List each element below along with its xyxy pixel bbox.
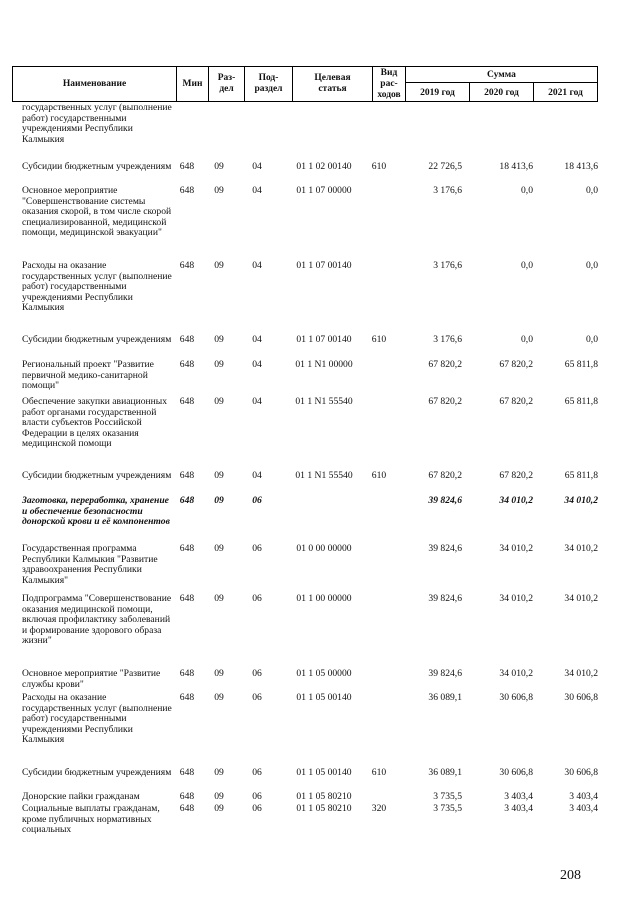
- cell-min: 648: [179, 593, 195, 604]
- cell-y1: 36 089,1: [428, 692, 462, 703]
- cell-razd: 09: [214, 470, 224, 481]
- cell-name: Донорские пайки гражданам: [22, 791, 140, 802]
- cell-min: 648: [179, 396, 195, 407]
- cell-cel: 01 1 02 00140: [296, 161, 352, 172]
- cell-vid: 610: [371, 767, 387, 778]
- cell-cel: 01 1 07 00140: [296, 334, 352, 345]
- cell-min: 648: [179, 767, 195, 778]
- header-podr: Под- раздел: [244, 67, 292, 101]
- cell-y3: 65 811,8: [564, 470, 598, 481]
- cell-y2: 3 403,4: [504, 803, 533, 814]
- header-vid: Вид рас- ходов: [372, 67, 405, 101]
- cell-podr: 04: [252, 185, 262, 196]
- cell-y2: 34 010,2: [499, 668, 533, 679]
- header-sum: Сумма: [405, 67, 597, 83]
- header-name: Наименование: [62, 78, 127, 89]
- cell-min: 648: [179, 803, 195, 814]
- cell-podr: 04: [252, 396, 262, 407]
- cell-y2: 3 403,4: [504, 791, 533, 802]
- cell-podr: 04: [252, 470, 262, 481]
- cell-y1: 39 824,6: [428, 593, 462, 604]
- cell-vid: 610: [371, 470, 387, 481]
- cell-podr: 06: [252, 692, 262, 703]
- cell-cel: 01 1 N1 00000: [295, 359, 353, 370]
- cell-razd: 09: [214, 543, 224, 554]
- cell-podr: 06: [252, 767, 262, 778]
- cell-name: Социальные выплаты гражданам, кроме публичных нормативных социальных: [22, 803, 160, 836]
- cell-y3: 18 413,6: [564, 161, 598, 172]
- cell-razd: 09: [214, 185, 224, 196]
- cell-y2: 18 413,6: [499, 161, 533, 172]
- cell-podr: 06: [252, 791, 262, 802]
- cell-y3: 0,0: [586, 260, 598, 271]
- cell-y1: 3 176,6: [433, 185, 462, 196]
- cell-y1: 67 820,2: [428, 396, 462, 407]
- cell-y2: 67 820,2: [499, 359, 533, 370]
- cell-min: 648: [179, 260, 195, 271]
- cell-y3: 34 010,2: [564, 543, 598, 554]
- cell-name: Региональный проект "Развитие первичной медико-санитарной помощи": [22, 359, 154, 392]
- cell-cel: 01 1 07 00000: [296, 185, 352, 196]
- cell-name: Расходы на оказание государственных услуг (выполнение работ) государственными учреждениями Республики Калмыкия: [22, 260, 172, 314]
- cell-razd: 09: [214, 593, 224, 604]
- cell-razd: 09: [214, 260, 224, 271]
- cell-y3: 30 606,8: [564, 767, 598, 778]
- cell-y2: 0,0: [521, 334, 533, 345]
- cell-razd: 09: [214, 803, 224, 814]
- cell-podr: 04: [252, 260, 262, 271]
- cell-y3: 34 010,2: [564, 495, 598, 506]
- cell-podr: 06: [252, 543, 262, 554]
- cell-y2: 0,0: [521, 185, 533, 196]
- cell-min: 648: [179, 334, 195, 345]
- cell-name: Субсидии бюджетным учреждениям: [22, 161, 172, 172]
- cell-y2: 67 820,2: [499, 470, 533, 481]
- cell-y1: 67 820,2: [428, 470, 462, 481]
- cell-y2: 34 010,2: [499, 543, 533, 554]
- cell-razd: 09: [214, 161, 224, 172]
- header-razd: Раз- дел: [208, 67, 244, 101]
- cell-name: Расходы на оказание государственных услуг (выполнение работ) государственными учреждениями Республики Калмыкия: [22, 692, 172, 746]
- cell-cel: 01 1 05 80210: [296, 791, 352, 802]
- cell-vid: 610: [371, 334, 387, 345]
- cell-name: Субсидии бюджетным учреждениям: [22, 470, 172, 481]
- cell-cel: 01 1 05 00140: [296, 767, 352, 778]
- cell-min: 648: [179, 791, 195, 802]
- cell-y1: 22 726,5: [428, 161, 462, 172]
- cell-min: 648: [179, 495, 195, 506]
- header-year-2021: 2021 год: [533, 83, 597, 102]
- cell-cel: 01 1 00 00000: [296, 593, 352, 604]
- cell-vid: 320: [371, 803, 387, 814]
- cell-y3: 65 811,8: [564, 359, 598, 370]
- cell-y3: 34 010,2: [564, 593, 598, 604]
- cell-podr: 04: [252, 161, 262, 172]
- cell-razd: 09: [214, 334, 224, 345]
- cell-razd: 09: [214, 396, 224, 407]
- cell-y2: 30 606,8: [499, 692, 533, 703]
- cell-podr: 06: [252, 803, 262, 814]
- cell-y3: 65 811,8: [564, 396, 598, 407]
- cell-y3: 34 010,2: [564, 668, 598, 679]
- cell-min: 648: [179, 185, 195, 196]
- cell-cel: 01 1 N1 55540: [295, 396, 353, 407]
- cell-y1: 3 176,6: [433, 334, 462, 345]
- cell-min: 648: [179, 161, 195, 172]
- cell-podr: 04: [252, 359, 262, 370]
- cell-name: Обеспечение закупки авиационных работ органами государственной власти субъектов Российской Федерации в целях оказания медицинской помощи: [22, 396, 168, 450]
- header-cel: Целевая статья: [292, 67, 372, 101]
- cell-y3: 30 606,8: [564, 692, 598, 703]
- cell-podr: 06: [252, 668, 262, 679]
- cell-name: Основное мероприятие "Развитие службы крови": [22, 668, 161, 690]
- cell-y1: 36 089,1: [428, 767, 462, 778]
- cell-razd: 09: [214, 668, 224, 679]
- cell-y3: 0,0: [586, 334, 598, 345]
- cell-cel: 01 1 05 00140: [296, 692, 352, 703]
- cell-y2: 67 820,2: [499, 396, 533, 407]
- cell-razd: 09: [214, 692, 224, 703]
- header-year-2020: 2020 год: [469, 83, 533, 102]
- cell-podr: 06: [252, 495, 262, 506]
- cell-y2: 30 606,8: [499, 767, 533, 778]
- cell-name: Основное мероприятие "Совершенствование системы оказания скорой, в том числе скорой специализированной, медицинской помощи, медицинской эвакуации": [22, 185, 172, 239]
- cell-y1: 3 176,6: [433, 260, 462, 271]
- cell-cel: 01 1 07 00140: [296, 260, 352, 271]
- cell-y3: 3 403,4: [569, 803, 598, 814]
- cell-min: 648: [179, 668, 195, 679]
- cell-y1: 39 824,6: [428, 668, 462, 679]
- cell-cel: 01 1 05 00000: [296, 668, 352, 679]
- header-year-2019: 2019 год: [405, 83, 469, 102]
- cell-name: Субсидии бюджетным учреждениям: [22, 334, 172, 345]
- cell-name: Подпрограмма "Совершенствование оказания медицинской помощи, включая профилактику заболеваний и формирование здорового образа жизни": [22, 593, 172, 647]
- cell-cel: 01 1 N1 55540: [295, 470, 353, 481]
- cell-razd: 09: [214, 495, 224, 506]
- cell-y1: 67 820,2: [428, 359, 462, 370]
- cell-razd: 09: [214, 767, 224, 778]
- cell-y3: 0,0: [586, 185, 598, 196]
- cell-min: 648: [179, 543, 195, 554]
- cell-name: Заготовка, переработка, хранение и обеспечение безопасности донорской крови и её компонентов: [22, 495, 170, 528]
- cell-y1: 39 824,6: [428, 495, 462, 506]
- header-min: Мин: [176, 67, 208, 101]
- cell-y2: 34 010,2: [499, 593, 533, 604]
- cell-y2: 34 010,2: [499, 495, 533, 506]
- cell-min: 648: [179, 359, 195, 370]
- cell-podr: 04: [252, 334, 262, 345]
- cell-name: Субсидии бюджетным учреждениям: [22, 767, 172, 778]
- cell-name: государственных услуг (выполнение работ) государственными учреждениями Республики Калмыкия: [22, 102, 172, 145]
- cell-vid: 610: [371, 161, 387, 172]
- cell-y2: 0,0: [521, 260, 533, 271]
- cell-y1: 3 735,5: [433, 803, 462, 814]
- cell-name: Государственная программа Республики Калмыкия "Развитие здравоохранения Республики Калмыкия": [22, 543, 158, 586]
- page-number: 208: [560, 868, 581, 883]
- table-header: [12, 66, 598, 102]
- cell-min: 648: [179, 692, 195, 703]
- cell-y1: 39 824,6: [428, 543, 462, 554]
- cell-y3: 3 403,4: [569, 791, 598, 802]
- cell-y1: 3 735,5: [433, 791, 462, 802]
- cell-cel: 01 0 00 00000: [296, 543, 352, 554]
- cell-razd: 09: [214, 791, 224, 802]
- cell-podr: 06: [252, 593, 262, 604]
- cell-cel: 01 1 05 80210: [296, 803, 352, 814]
- cell-razd: 09: [214, 359, 224, 370]
- cell-min: 648: [179, 470, 195, 481]
